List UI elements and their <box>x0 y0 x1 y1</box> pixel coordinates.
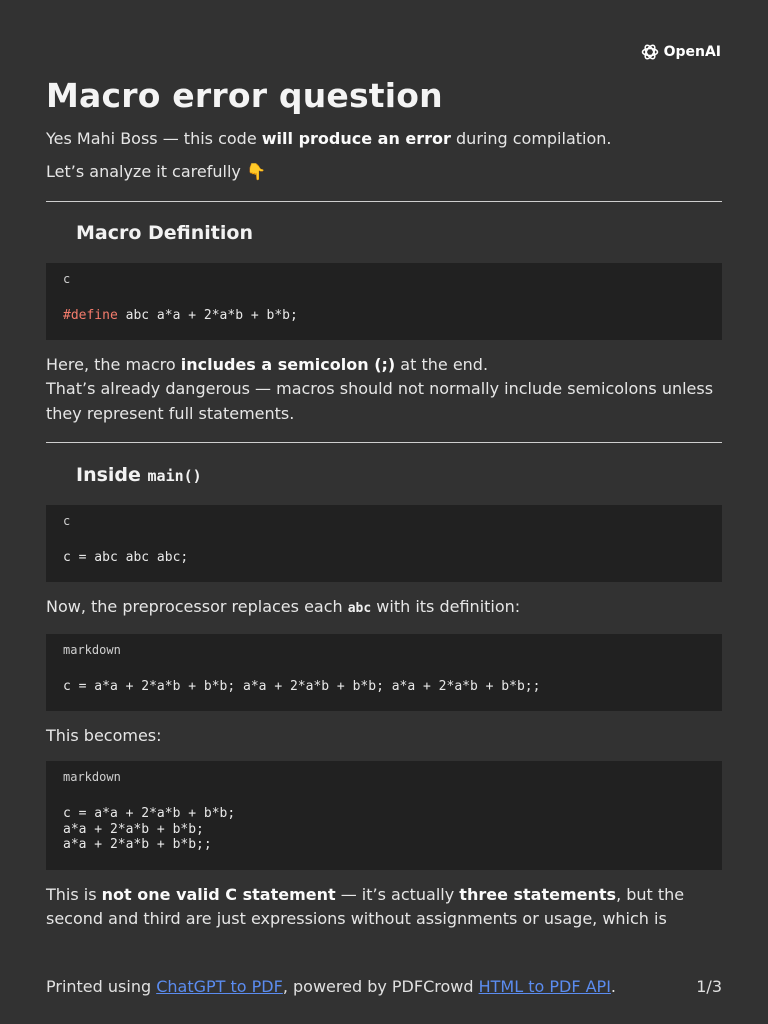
code-block <box>46 505 722 582</box>
openai-logo-icon <box>640 42 660 62</box>
chatgpt-to-pdf-link[interactable]: ChatGPT to PDF <box>156 977 283 996</box>
intro-paragraph-2: Let’s analyze it carefully 👇 <box>46 161 266 181</box>
intro-bold: will produce an error <box>261 129 451 148</box>
code-language-label: c <box>63 514 71 528</box>
text: — it’s actually <box>335 884 460 904</box>
code-keyword: #define <box>63 308 118 323</box>
page-title: Macro error question <box>46 76 443 115</box>
code-content <box>63 308 705 324</box>
code-content: c = a*a + 2*a*b + b*b; a*a + 2*a*b + b*b; a*a + 2*a*b + b*b;; <box>63 679 541 694</box>
text: with its definition: <box>371 596 521 616</box>
text: Printed using <box>46 977 157 996</box>
text: Now, the preprocessor replaces each <box>46 596 348 616</box>
bold-text: three statements <box>459 884 617 904</box>
document-content <box>46 76 722 932</box>
code-block <box>46 634 722 711</box>
heading-code: main() <box>147 467 202 485</box>
text: This is <box>46 884 102 904</box>
conclusion-paragraph <box>46 883 722 932</box>
bold-text: includes a semicolon (;) <box>180 354 396 374</box>
code-language-label: markdown <box>63 770 121 784</box>
code-language-label: c <box>63 272 71 286</box>
text: Here, the macro <box>46 354 181 374</box>
text: . <box>610 977 617 996</box>
inline-code: abc <box>347 600 372 616</box>
intro-text: Yes Mahi Boss — this code <box>46 129 262 148</box>
openai-brand <box>640 42 721 62</box>
preprocessor-paragraph <box>46 595 722 622</box>
bold-text: not one valid C statement <box>101 884 336 904</box>
code-content: c = abc abc abc; <box>63 550 189 565</box>
intro-paragraph <box>46 127 722 152</box>
text: , but the second and third are just expressions without assignments or usage, which is <box>46 884 685 928</box>
code-text: abc a*a + 2*a*b + b*b; <box>117 308 298 323</box>
section-heading-macro-definition: Macro Definition <box>76 222 253 244</box>
intro-text-end: during compilation. <box>450 129 612 148</box>
explanation-paragraph <box>46 353 722 427</box>
text: at the end. <box>395 354 489 374</box>
code-block <box>46 263 722 340</box>
text: That’s already dangerous — macros should not normally include semicolons unless they represent full statements. <box>46 379 714 423</box>
print-footer <box>46 977 722 996</box>
brand-name: OpenAI <box>663 44 721 60</box>
becomes-paragraph: This becomes: <box>46 725 162 745</box>
footer-credit <box>46 977 616 996</box>
divider <box>46 442 722 443</box>
divider <box>46 201 722 202</box>
code-content: c = a*a + 2*a*b + b*b; a*a + 2*a*b + b*b; a*a + 2*a*b + b*b;; <box>63 806 236 852</box>
section-heading-inside-main <box>46 464 722 486</box>
html-to-pdf-api-link[interactable]: HTML to PDF API <box>478 977 611 996</box>
text: , powered by PDFCrowd <box>282 977 479 996</box>
heading-text: Inside <box>76 464 148 486</box>
code-block <box>46 761 722 870</box>
page-number: 1/3 <box>696 977 722 996</box>
code-language-label: markdown <box>63 643 121 657</box>
